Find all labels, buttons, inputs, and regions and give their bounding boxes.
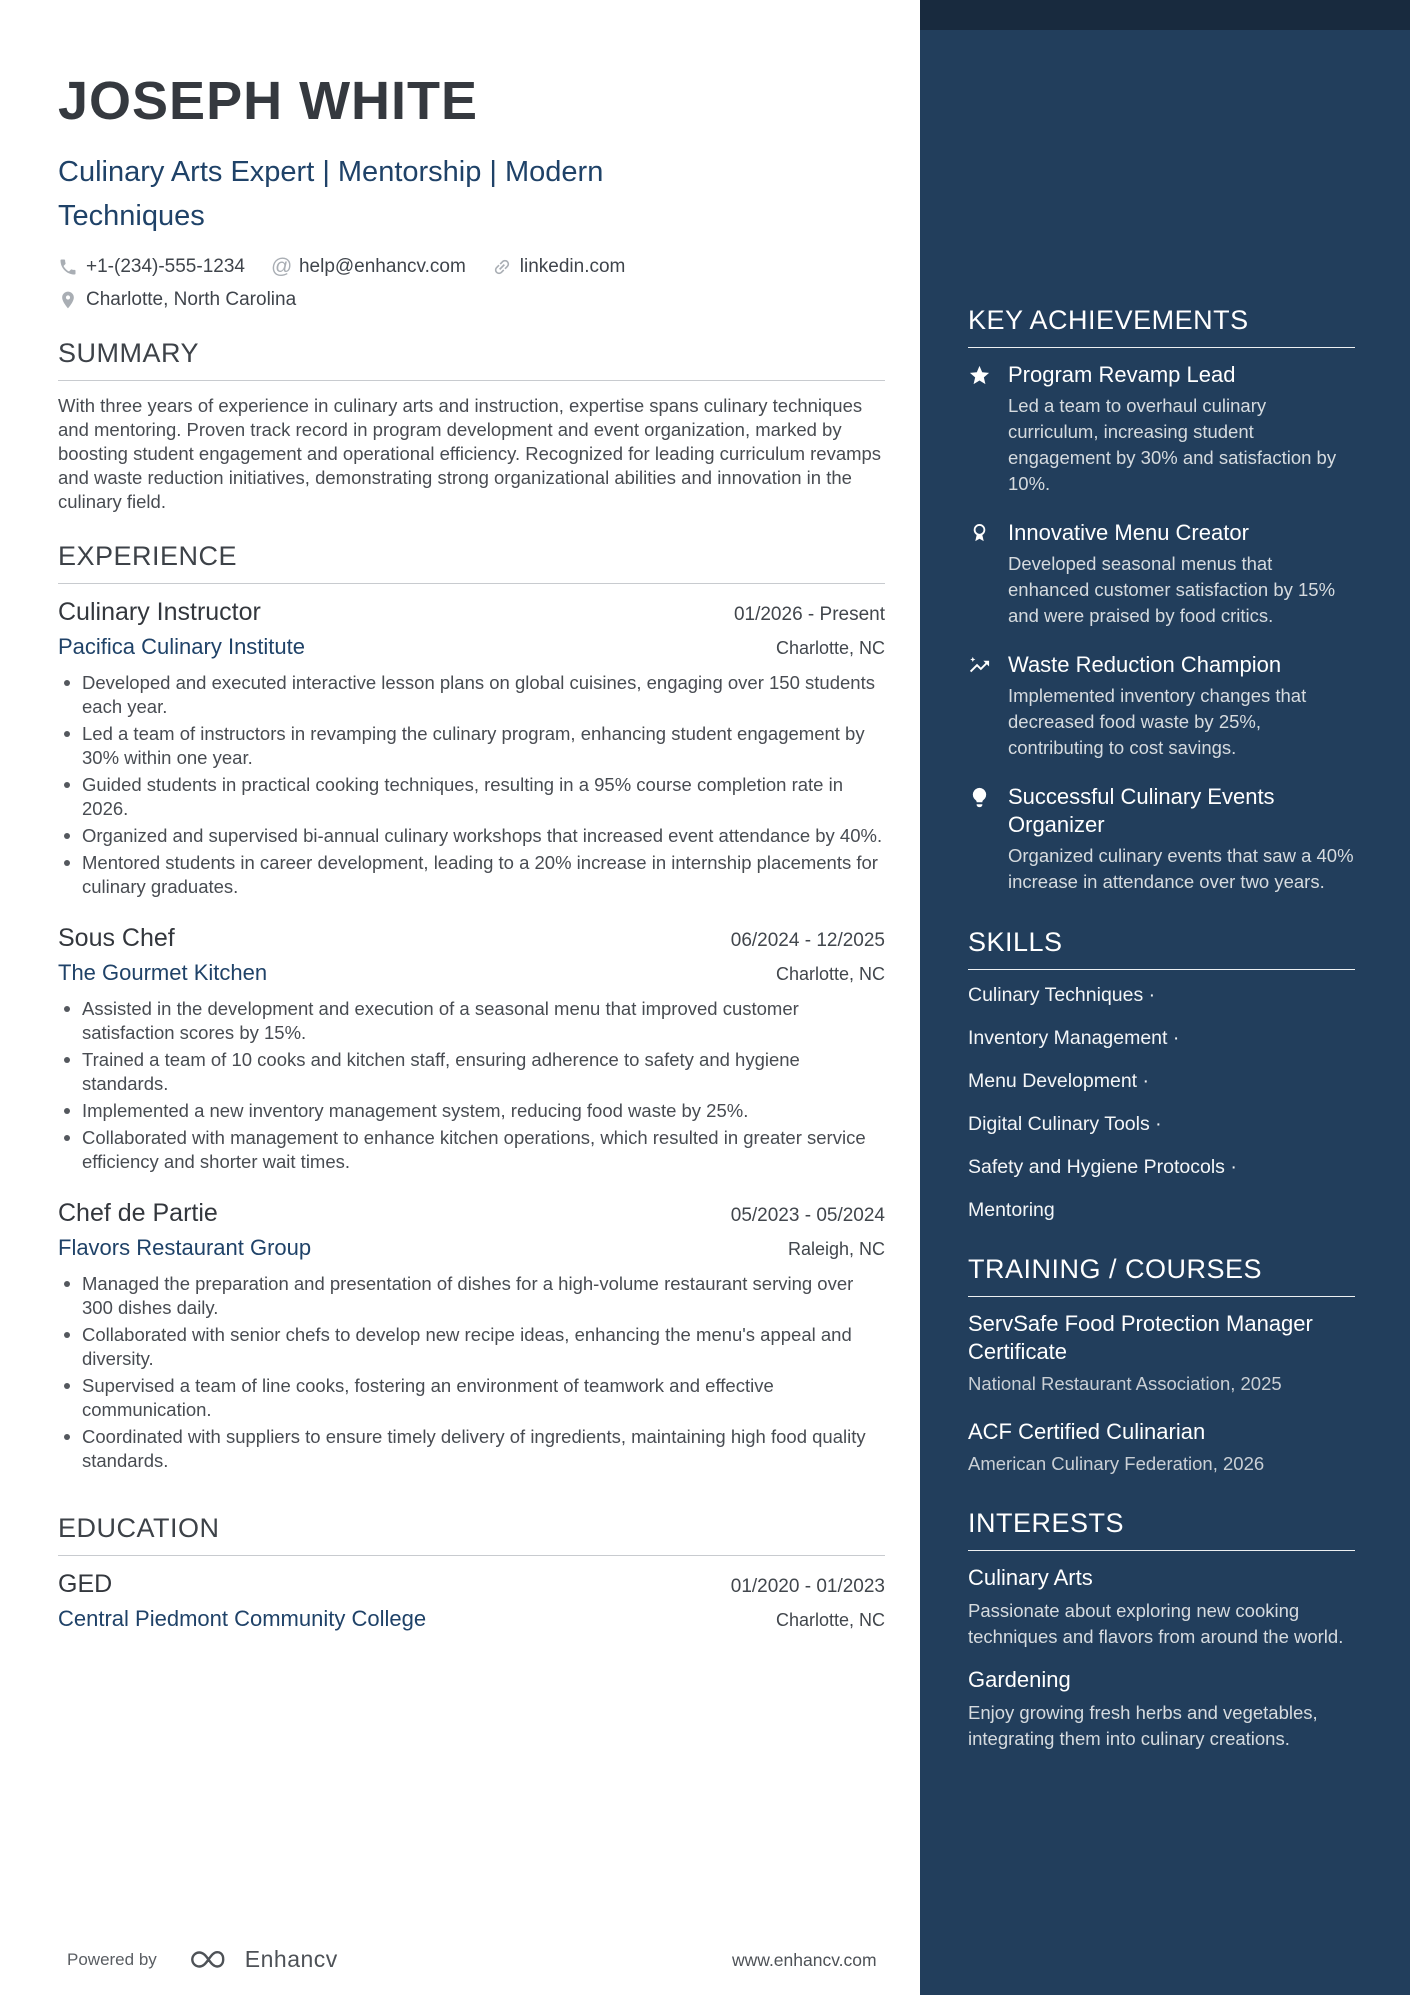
location-pin-icon — [58, 290, 78, 310]
interests-heading: INTERESTS — [968, 1508, 1125, 1538]
job-entry — [58, 597, 885, 899]
degree-title: GED — [58, 1570, 113, 1598]
brand-name: Enhancv — [244, 1946, 338, 1972]
job-location: Raleigh, NC — [787, 1239, 885, 1259]
achievement-item — [968, 361, 1355, 497]
job-bullet: Collaborated with senior chefs to develop new recipe ideas, enhancing the menu's appeal and diversity. — [58, 1323, 885, 1371]
training-item — [968, 1418, 1355, 1476]
training-name: ACF Certified Culinarian — [968, 1419, 1206, 1444]
link-icon — [492, 257, 512, 277]
skill-item: Digital Culinary Tools · — [968, 1113, 1162, 1135]
interest-item — [968, 1666, 1355, 1752]
phone-icon — [58, 257, 78, 277]
skill-item: Culinary Techniques · — [968, 984, 1156, 1006]
contact-info — [58, 256, 885, 311]
job-company: Pacifica Culinary Institute — [58, 634, 305, 659]
job-bullet: Organized and supervised bi-annual culinary workshops that increased event attendance by 40%. — [58, 824, 885, 848]
interests-section — [968, 1508, 1355, 1752]
location-text: Charlotte, North Carolina — [86, 289, 297, 310]
job-bullet-list — [58, 1272, 885, 1473]
achievement-title: Waste Reduction Champion — [1008, 652, 1282, 677]
job-dates: 05/2023 - 05/2024 — [730, 1205, 885, 1226]
job-bullet: Coordinated with suppliers to ensure timely delivery of ingredients, maintaining high food quality standards. — [58, 1425, 885, 1473]
star-icon — [968, 361, 994, 497]
job-bullet: Supervised a team of line cooks, fostering an environment of teamwork and effective communication. — [58, 1374, 885, 1422]
training-item — [968, 1310, 1355, 1396]
interest-text: Enjoy growing fresh herbs and vegetables, integrating them into culinary creations. — [968, 1702, 1318, 1749]
training-org: National Restaurant Association, 2025 — [968, 1373, 1282, 1394]
achievement-item — [968, 519, 1355, 629]
achievement-title: Successful Culinary Events Organizer — [1008, 784, 1275, 837]
training-heading: TRAINING / COURSES — [968, 1254, 1263, 1284]
job-bullet: Assisted in the development and execution of a seasonal menu that improved customer satisfaction scores by 15%. — [58, 997, 885, 1045]
skill-item: Safety and Hygiene Protocols · — [968, 1156, 1237, 1178]
candidate-tagline: Culinary Arts Expert | Mentorship | Modern Techniques — [58, 156, 604, 232]
email-contact[interactable] — [271, 256, 466, 278]
job-bullet-list — [58, 997, 885, 1174]
job-entry — [58, 923, 885, 1174]
summary-section — [58, 338, 885, 514]
location-contact — [58, 289, 296, 311]
training-org: American Culinary Federation, 2026 — [968, 1453, 1265, 1474]
achievement-title: Program Revamp Lead — [1008, 362, 1236, 387]
achievement-text: Developed seasonal menus that enhanced customer satisfaction by 15% and were praised by food critics. — [1008, 553, 1336, 626]
job-bullet: Developed and executed interactive lesson plans on global cuisines, engaging over 150 students each year. — [58, 671, 885, 719]
summary-heading: SUMMARY — [58, 338, 200, 368]
job-title: Chef de Partie — [58, 1199, 218, 1227]
phone-number: +1-(234)-555-1234 — [86, 256, 245, 277]
sidebar-divider — [968, 1550, 1355, 1551]
job-bullet: Implemented a new inventory management system, reducing food waste by 25%. — [58, 1099, 885, 1123]
job-bullet: Guided students in practical cooking techniques, resulting in a 95% course completion rate in 2026. — [58, 773, 885, 821]
resume-sidebar — [920, 0, 1410, 1995]
skill-item: Mentoring — [968, 1199, 1055, 1221]
job-bullet-list — [58, 671, 885, 899]
job-dates: 01/2026 - Present — [733, 604, 885, 625]
school-name: Central Piedmont Community College — [58, 1606, 427, 1631]
job-bullet: Mentored students in career development, leading to a 20% increase in internship placements for culinary graduates. — [58, 851, 885, 899]
interest-name: Culinary Arts — [968, 1565, 1093, 1590]
skills-section — [968, 927, 1355, 1222]
sidebar-divider — [968, 1296, 1355, 1297]
achievement-text: Implemented inventory changes that decreased food waste by 25%, contributing to cost savings. — [1008, 685, 1307, 758]
key-achievements-section — [968, 305, 1355, 895]
trending-arrow-icon — [968, 651, 994, 761]
sidebar-divider — [968, 347, 1355, 348]
section-divider — [58, 380, 885, 381]
job-title: Culinary Instructor — [58, 598, 261, 626]
interest-name: Gardening — [968, 1667, 1071, 1692]
job-bullet: Collaborated with management to enhance kitchen operations, which resulted in greater service efficiency and shorter wait times. — [58, 1126, 885, 1174]
job-bullet: Managed the preparation and presentation of dishes for a high-volume restaurant serving over 300 dishes daily. — [58, 1272, 885, 1320]
education-dates: 01/2020 - 01/2023 — [730, 1576, 885, 1597]
job-company: Flavors Restaurant Group — [58, 1235, 312, 1260]
education-heading: EDUCATION — [58, 1513, 220, 1543]
job-dates: 06/2024 - 12/2025 — [730, 930, 885, 951]
skills-heading: SKILLS — [968, 927, 1063, 957]
training-name: ServSafe Food Protection Manager Certificate — [968, 1311, 1313, 1364]
achievement-item — [968, 651, 1355, 761]
medal-icon — [968, 519, 994, 629]
achievement-text: Led a team to overhaul culinary curriculum, increasing student engagement by 30% and satisfaction by 10%. — [1008, 395, 1337, 494]
lightbulb-icon — [968, 783, 994, 895]
achievement-title: Innovative Menu Creator — [1008, 520, 1249, 545]
training-section — [968, 1254, 1355, 1476]
section-divider — [58, 583, 885, 584]
experience-section — [58, 541, 885, 1473]
job-company: The Gourmet Kitchen — [58, 960, 268, 985]
section-divider — [58, 1555, 885, 1556]
sidebar-divider — [968, 969, 1355, 970]
powered-by-label: Powered by — [67, 1949, 157, 1969]
footer-branding — [67, 1946, 338, 1973]
candidate-name: JOSEPH WHITE — [58, 71, 479, 131]
summary-text: With three years of experience in culinary arts and instruction, expertise spans culinary techniques and mentoring. Proven track record in program development and event organization, marked by boosting student engagement and operational efficiency. Recognized for leading curriculum revamps and waste reduction initiatives, demonstrating strong organizational abilities and innovation in the culinary field. — [58, 395, 882, 512]
school-location: Charlotte, NC — [775, 1610, 885, 1630]
achievement-text: Organized culinary events that saw a 40% increase in attendance over two years. — [1008, 845, 1354, 892]
skill-item: Menu Development · — [968, 1070, 1150, 1092]
job-bullet: Trained a team of 10 cooks and kitchen staff, ensuring adherence to safety and hygiene standards. — [58, 1048, 885, 1096]
website-url[interactable]: linkedin.com — [519, 256, 626, 277]
achievement-item — [968, 783, 1355, 895]
job-bullet: Led a team of instructors in revamping the culinary program, enhancing student engagement by 30% within one year. — [58, 722, 885, 770]
interest-text: Passionate about exploring new cooking techniques and flavors from around the world. — [968, 1600, 1344, 1647]
interest-item — [968, 1564, 1355, 1650]
phone-contact — [58, 256, 245, 278]
footer-url[interactable]: www.enhancv.com — [732, 1950, 877, 1970]
job-location: Charlotte, NC — [775, 638, 885, 658]
skill-item: Inventory Management · — [968, 1027, 1180, 1049]
job-entry — [58, 1198, 885, 1473]
email-address[interactable]: help@enhancv.com — [298, 256, 466, 277]
job-title: Sous Chef — [58, 924, 175, 952]
enhancv-logo-icon — [185, 1946, 233, 1973]
job-location: Charlotte, NC — [775, 964, 885, 984]
key-achievements-heading: KEY ACHIEVEMENTS — [968, 305, 1249, 335]
education-section — [58, 1513, 885, 1633]
experience-heading: EXPERIENCE — [58, 541, 238, 571]
at-icon: @ — [270, 255, 293, 278]
website-contact[interactable] — [492, 256, 626, 278]
